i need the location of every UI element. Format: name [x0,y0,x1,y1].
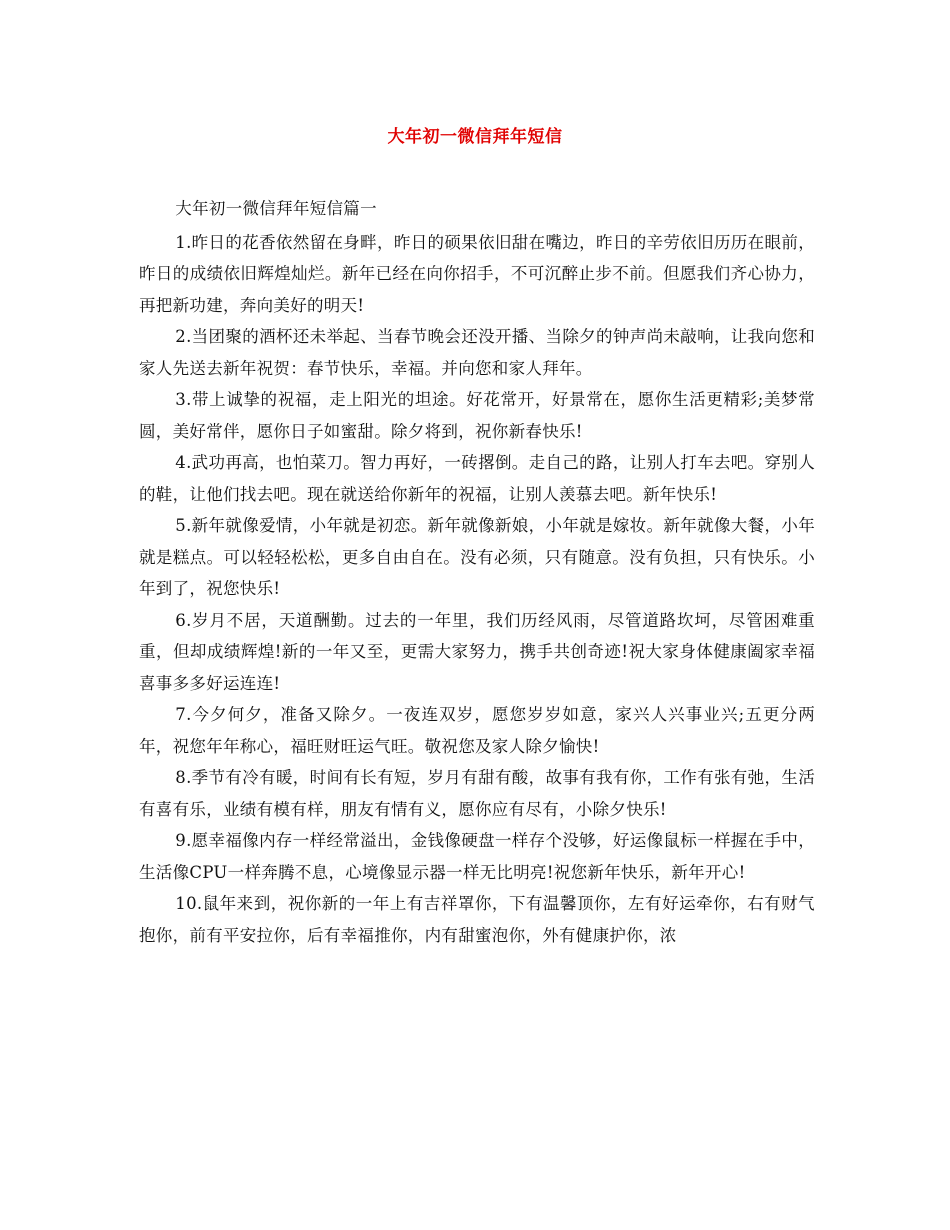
paragraph: 1.昨日的花香依然留在身畔，昨日的硕果依旧甜在嘴边，昨日的辛劳依旧历历在眼前，昨日的成绩依旧辉煌灿烂。新年已经在向你招手，不可沉醉止步不前。但愿我们齐心协力，再把新功建，奔向美好的明天! [139,232,815,315]
paragraph: 6.岁月不居，天道酬勤。过去的一年里，我们历经风雨，尽管道路坎坷，尽管困难重重，但却成绩辉煌!新的一年又至，更需大家努力，携手共创奇迹!祝大家身体健康阖家幸福喜事多多好运连连! [139,610,815,693]
paragraph: 7.今夕何夕，准备又除夕。一夜连双岁，愿您岁岁如意，家兴人兴事业兴;五更分两年，祝您年年称心，福旺财旺运气旺。敬祝您及家人除夕愉快! [139,705,815,756]
paragraph: 8.季节有冷有暖，时间有长有短，岁月有甜有酸，故事有我有你，工作有张有弛，生活有喜有乐，业绩有模有样，朋友有情有义，愿你应有尽有，小除夕快乐! [139,768,815,819]
document-title: 大年初一微信拜年短信 [387,127,563,147]
paragraph: 2.当团聚的酒杯还未举起、当春节晚会还没开播、当除夕的钟声尚未敲响，让我向您和家人先送去新年祝贺：春节快乐，幸福。并向您和家人拜年。 [139,327,815,378]
document-body [139,193,815,951]
paragraph: 9.愿幸福像内存一样经常溢出，金钱像硬盘一样存个没够，好运像鼠标一样握在手中，生活像CPU一样奔腾不息，心境像显示器一样无比明亮!祝您新年快乐，新年开心! [139,831,815,882]
paragraph: 10.鼠年来到，祝你新的一年上有吉祥罩你，下有温馨顶你，左有好运牵你，右有财气抱你，前有平安拉你，后有幸福推你，内有甜蜜泡你，外有健康护你，浓 [139,894,815,945]
paragraph: 4.武功再高，也怕菜刀。智力再好，一砖撂倒。走自己的路，让别人打车去吧。穿别人的鞋，让他们找去吧。现在就送给你新年的祝福，让别人羡慕去吧。新年快乐! [139,453,815,504]
paragraph: 3.带上诚挚的祝福，走上阳光的坦途。好花常开，好景常在，愿你生活更精彩;美梦常圆，美好常伴，愿你日子如蜜甜。除夕将到，祝你新春快乐! [139,390,815,441]
paragraph: 5.新年就像爱情，小年就是初恋。新年就像新娘，小年就是嫁妆。新年就像大餐，小年就是糕点。可以轻轻松松，更多自由自在。没有必须，只有随意。没有负担，只有快乐。小年到了，祝您快乐! [139,516,815,598]
section-heading: 大年初一微信拜年短信篇一 [175,199,377,218]
